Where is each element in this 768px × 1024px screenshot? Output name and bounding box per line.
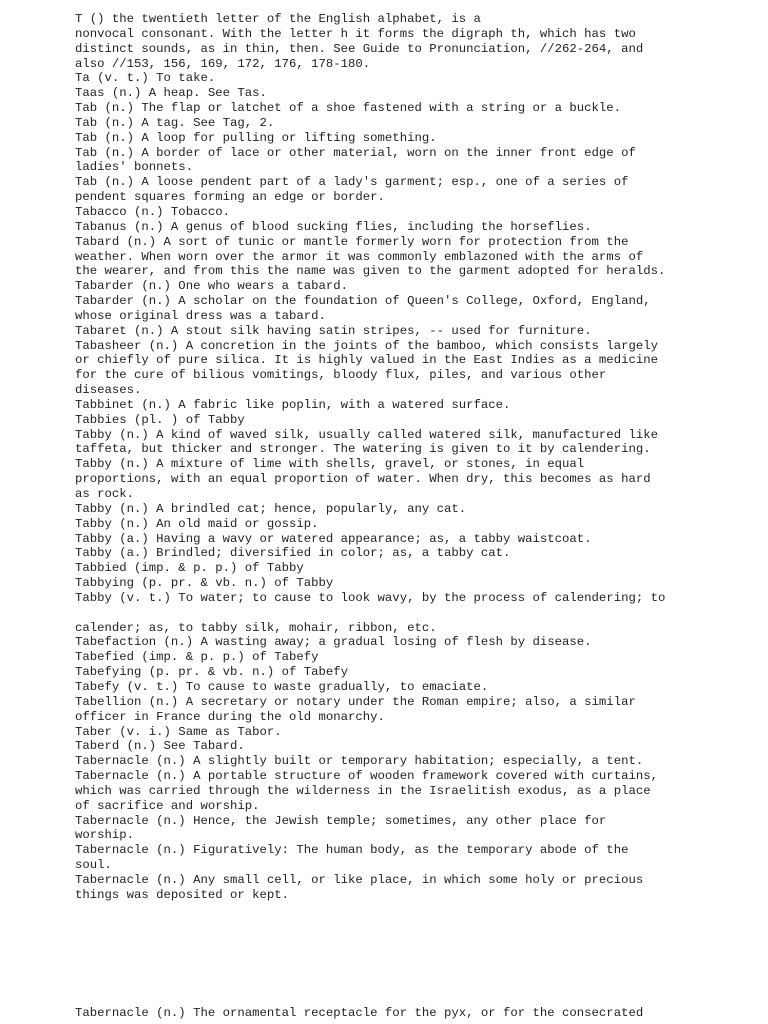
dictionary-line: Tabbies (pl. ) of Tabby bbox=[75, 412, 245, 427]
dictionary-line: Tabernacle (n.) A portable structure of wooden framework covered with curtains, bbox=[75, 769, 658, 784]
dictionary-line: Tabaret (n.) A stout silk having satin stripes, -- used for furniture. bbox=[75, 323, 592, 338]
dictionary-line: of sacrifice and worship. bbox=[75, 798, 260, 813]
dictionary-line: Tabernacle (n.) Hence, the Jewish temple; sometimes, any other place for bbox=[75, 813, 607, 828]
dictionary-line: Tab (n.) A loose pendent part of a lady's garment; esp., one of a series of bbox=[75, 175, 629, 190]
dictionary-line: officer in France during the old monarchy. bbox=[75, 709, 385, 724]
dictionary-line: Tabasheer (n.) A concretion in the joints of the bamboo, which consists largely bbox=[75, 338, 658, 353]
dictionary-line: the wearer, and from this the name was given to the garment adopted for heralds. bbox=[75, 264, 666, 279]
dictionary-line: which was carried through the wilderness in the Israelitish exodus, as a place bbox=[75, 783, 651, 798]
dictionary-line: Taber (v. i.) Same as Tabor. bbox=[75, 724, 282, 739]
dictionary-line: proportions, with an equal proportion of water. When dry, this becomes as hard bbox=[75, 472, 651, 487]
dictionary-line: taffeta, but thicker and stronger. The watering is given to it by calendering. bbox=[75, 442, 651, 457]
dictionary-line: things was deposited or kept. bbox=[75, 887, 290, 902]
dictionary-line: Tabard (n.) A sort of tunic or mantle formerly worn for protection from the bbox=[75, 234, 629, 249]
dictionary-line: Tabby (v. t.) To water; to cause to look wavy, by the process of calendering; to bbox=[75, 590, 666, 605]
dictionary-page bbox=[75, 12, 765, 903]
dictionary-line: Taas (n.) A heap. See Tas. bbox=[75, 86, 267, 101]
dictionary-line: worship. bbox=[75, 828, 135, 843]
dictionary-line: nonvocal consonant. With the letter h it forms the digraph th, which has two bbox=[75, 26, 636, 41]
dictionary-line: Tabernacle (n.) Any small cell, or like place, in which some holy or precious bbox=[75, 872, 644, 887]
dictionary-line: Tab (n.) A loop for pulling or lifting something. bbox=[75, 130, 437, 145]
dictionary-line: also //153, 156, 169, 172, 176, 178-180. bbox=[75, 56, 371, 71]
dictionary-line: pendent squares forming an edge or border. bbox=[75, 190, 385, 205]
dictionary-line: Tabbied (imp. & p. p.) of Tabby bbox=[75, 561, 304, 576]
dictionary-line: Tabefaction (n.) A wasting away; a gradual losing of flesh by disease. bbox=[75, 635, 592, 650]
dictionary-line: or chiefly of pure silica. It is highly valued in the East Indies as a medicine bbox=[75, 353, 658, 368]
dictionary-line: whose original dress was a tabard. bbox=[75, 308, 326, 323]
dictionary-line: Tabby (n.) A brindled cat; hence, popularly, any cat. bbox=[75, 501, 467, 516]
dictionary-line: Tabellion (n.) A secretary or notary under the Roman empire; also, a similar bbox=[75, 694, 636, 709]
dictionary-line: Tabby (a.) Having a wavy or watered appearance; as, a tabby waistcoat. bbox=[75, 531, 592, 546]
dictionary-line: for the cure of bilious vomitings, bloody flux, piles, and various other bbox=[75, 368, 607, 383]
dictionary-line: weather. When worn over the armor it was commonly emblazoned with the arms of bbox=[75, 249, 644, 264]
dictionary-line: soul. bbox=[75, 858, 112, 873]
dictionary-line: Tab (n.) The flap or latchet of a shoe fastened with a string or a buckle. bbox=[75, 101, 622, 116]
dictionary-line: calender; as, to tabby silk, mohair, ribbon, etc. bbox=[75, 620, 437, 635]
dictionary-line: Tabarder (n.) One who wears a tabard. bbox=[75, 279, 349, 294]
dictionary-line: Tabby (n.) An old maid or gossip. bbox=[75, 516, 319, 531]
dictionary-line: Tabefy (v. t.) To cause to waste gradually, to emaciate. bbox=[75, 679, 489, 694]
dictionary-line: Tabby (a.) Brindled; diversified in color; as, a tabby cat. bbox=[75, 546, 511, 561]
blank-line bbox=[75, 606, 765, 621]
dictionary-line: Tabernacle (n.) Figuratively: The human body, as the temporary abode of the bbox=[75, 843, 629, 858]
dictionary-line: Tabernacle (n.) A slightly built or temporary habitation; especially, a tent. bbox=[75, 754, 644, 769]
dictionary-line: as rock. bbox=[75, 487, 135, 501]
dictionary-line: Ta (v. t.) To take. bbox=[75, 71, 216, 86]
dictionary-line: ladies' bonnets. bbox=[75, 160, 194, 175]
dictionary-line: Tabacco (n.) Tobacco. bbox=[75, 204, 230, 219]
dictionary-line: Tabefied (imp. & p. p.) of Tabefy bbox=[75, 650, 319, 665]
dictionary-line: Tabby (n.) A kind of waved silk, usually called watered silk, manufactured like bbox=[75, 427, 658, 442]
dictionary-line: Tabbying (p. pr. & vb. n.) of Tabby bbox=[75, 576, 334, 591]
dictionary-line: Taberd (n.) See Tabard. bbox=[75, 739, 245, 754]
dictionary-line: Tabefying (p. pr. & vb. n.) of Tabefy bbox=[75, 665, 349, 680]
dictionary-line: Tabby (n.) A mixture of lime with shells, gravel, or stones, in equal bbox=[75, 457, 585, 472]
dictionary-line: diseases. bbox=[75, 383, 142, 398]
dictionary-bottom-line: Tabernacle (n.) The ornamental receptacle for the pyx, or for the consecrated bbox=[75, 1006, 644, 1020]
dictionary-line: Tabarder (n.) A scholar on the foundation of Queen's College, Oxford, England, bbox=[75, 294, 651, 309]
dictionary-line: Tabbinet (n.) A fabric like poplin, with a watered surface. bbox=[75, 397, 511, 412]
dictionary-line: Tabanus (n.) A genus of blood sucking flies, including the horseflies. bbox=[75, 219, 592, 234]
dictionary-line: Tab (n.) A border of lace or other material, worn on the inner front edge of bbox=[75, 145, 636, 160]
dictionary-line: distinct sounds, as in thin, then. See Guide to Pronunciation, //262-264, and bbox=[75, 41, 644, 56]
dictionary-line: Tab (n.) A tag. See Tag, 2. bbox=[75, 115, 275, 130]
dictionary-line: T () the twentieth letter of the English alphabet, is a bbox=[75, 12, 481, 26]
